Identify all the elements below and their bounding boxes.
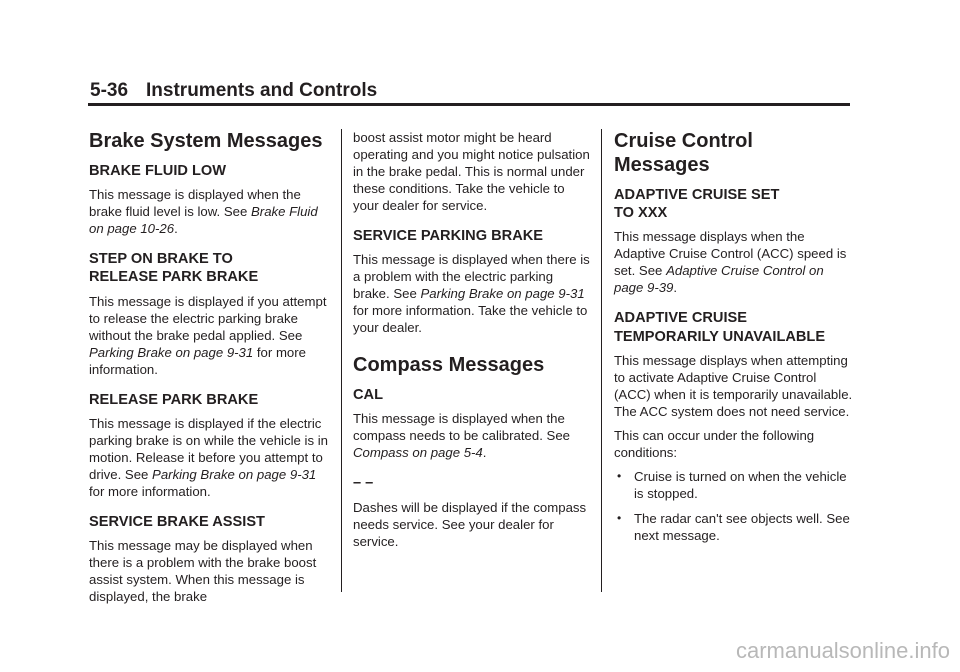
service-parking-brake-text: This message is displayed when there is a problem with the electric parking brake. See Parking Brake on page 9-31 for more information. Take the vehicle to your dealer. (353, 252, 590, 336)
service-parking-brake-heading: SERVICE PARKING BRAKE (353, 228, 544, 244)
acc-set-text: This message displays when the Adaptive Cruise Control (ACC) speed is set. See Adaptive Cruise Control on page 9-39. (614, 229, 847, 296)
cal-text: This message is displayed when the compass needs to be calibrated. See Compass on page 5-4. (353, 411, 570, 461)
compass-messages-title: Compass Messages (353, 354, 545, 377)
service-brake-assist-text: This message may be displayed when there is a problem with the brake boost assist system. When this message is displayed, the brake (89, 538, 317, 605)
column-divider (601, 129, 602, 592)
adaptive-cruise-ref[interactable]: Adaptive Cruise Control on page 9-39 (614, 263, 824, 296)
page-number: 5-36 (90, 80, 129, 101)
conditions-list (614, 468, 854, 544)
page-header (90, 80, 377, 102)
step-on-brake-heading: STEP ON BRAKE TO RELEASE PARK BRAKE (89, 251, 259, 286)
conditions-intro: This can occur under the following conditions: (614, 427, 815, 460)
cal-heading: CAL (353, 387, 383, 404)
list-item: • The radar can't see objects well. See next message. (617, 510, 850, 543)
column-divider (341, 129, 342, 592)
brake-system-title: Brake System Messages (89, 130, 323, 152)
column-2 (353, 129, 593, 557)
bullet-icon: • (617, 510, 622, 525)
brake-fluid-low-heading: BRAKE FLUID LOW (89, 163, 227, 179)
list-item: • Cruise is turned on when the vehicle is stopped. (617, 468, 847, 501)
service-brake-assist-heading: SERVICE BRAKE ASSIST (89, 513, 265, 530)
header-rule (88, 103, 850, 106)
compass-ref[interactable]: Compass on page 5-4 (353, 445, 483, 461)
cruise-control-title: Cruise Control Messages (614, 130, 753, 176)
parking-brake-ref[interactable]: Parking Brake on page 9-31 (420, 286, 585, 302)
watermark: carmanualsonline.info (735, 638, 950, 663)
column-3 (614, 129, 854, 552)
parking-brake-ref[interactable]: Parking Brake on page 9-31 (152, 466, 317, 482)
dashes-heading: – – (353, 475, 374, 492)
parking-brake-ref[interactable]: Parking Brake on page 9-31 (89, 344, 254, 360)
dashes-text: Dashes will be displayed if the compass needs service. See your dealer for service. (353, 499, 587, 549)
acc-unavailable-heading: ADAPTIVE CRUISE TEMPORARILY UNAVAILABLE (614, 310, 826, 345)
acc-set-heading: ADAPTIVE CRUISE SET TO XXX (614, 187, 780, 222)
bullet-icon: • (617, 468, 622, 483)
column-1 (89, 129, 329, 612)
brake-assist-continued-text: boost assist motor might be heard operating and you might notice pulsation in the brake pedal. This is normal under these conditions. Take the vehicle to your dealer for service. (353, 130, 590, 213)
section-title: Instruments and Controls (146, 80, 378, 101)
release-park-brake-heading: RELEASE PARK BRAKE (89, 391, 259, 408)
brake-fluid-low-text: This message is displayed when the brake fluid level is low. See Brake Fluid on page 10-26. (89, 187, 318, 237)
release-park-brake-text: This message is displayed if the electric parking brake is on while the vehicle is in motion. Release it before you attempt to drive. See Parking Brake on page 9-31 for more information. (89, 415, 328, 499)
acc-unavailable-text: This message displays when attempting to activate Adaptive Cruise Control (ACC) when it is temporarily unavailable. The ACC system does not need service. (614, 352, 853, 419)
brake-fluid-ref[interactable]: Brake Fluid on page 10-26 (89, 204, 318, 237)
step-on-brake-text: This message is displayed if you attempt to release the electric parking brake without the brake pedal applied. See Parking Brake on page 9-31 for more information. (89, 293, 327, 377)
